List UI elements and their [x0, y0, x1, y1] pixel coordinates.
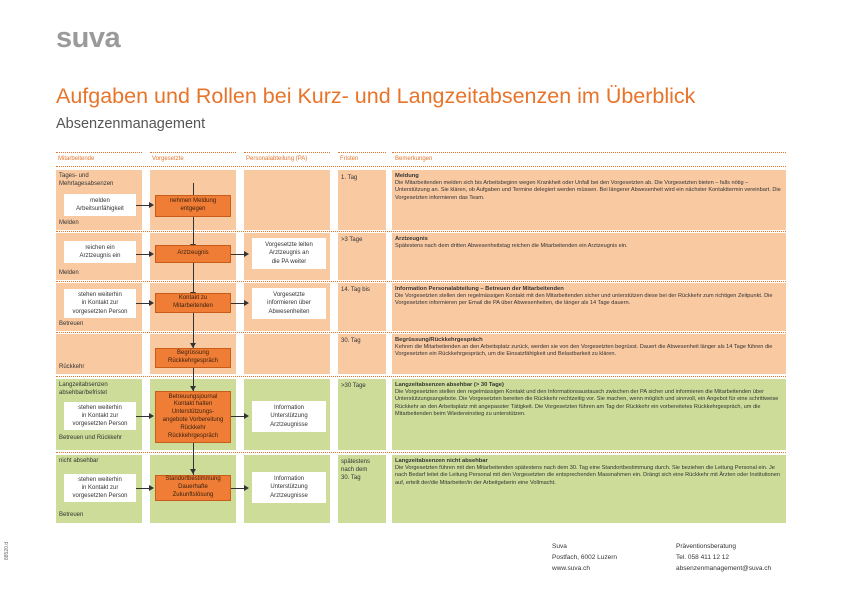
phase-label: Betreuen: [59, 512, 84, 518]
remark-title: Information Personalabteilung – Betreuen der Mitarbeitenden: [395, 286, 564, 292]
col-header-vorgesetzte: Vorgesetzte: [152, 156, 184, 162]
footer-email-link[interactable]: absenzenmanagement@suva.ch: [676, 565, 772, 572]
arrow-right-icon: [149, 202, 154, 208]
row-category-label: Tages- und Mehrtagesabsenzen: [59, 173, 114, 187]
remark-text: Kehren die Mitarbeitenden an den Arbeitsplatz zurück, werden sie von den Vorgesetzten begrüsst. Dauert die Abwesenheit länger als 14 Tage führen die Vorgesetzten ein Rückkehrgespräch, um die Einsatzfähigkeit und Belastbarkeit zu klären.: [395, 344, 773, 358]
employee-action-box: stehen weiterhin in Kontakt zur vorgesetzten Person: [64, 289, 136, 318]
remark-title: Langzeitabsenzen absehbar (> 30 Tage): [395, 382, 504, 388]
remark-text: Die Vorgesetzten stellen den regelmässigen Kontakt und den Informationsaustausch zwischen der PA sicher und informieren die Mitarbeitenden über Unterstützungsangebote. Die Vorgesetzten bereiten die Rückkehr rechtzeitig vor. Sie machen, wenn möglich und sinnvoll, ein Angebot für eine schrittweise Rückkehr an den Arbeitsplatz mit angepasster Tätigkeit. Die Vorgesetzten führen am Tag der Rückkehr ein vorbereitetes Rückkehrgespräch, um die Mitarbeitenden beim Wiedereinstieg zu unterstützen.: [395, 389, 779, 417]
remark-title: Begrüssung/Rückkehrgespräch: [395, 337, 483, 343]
deadline-text: >3 Tage: [341, 237, 363, 243]
arrow-right-icon: [149, 251, 154, 257]
pa-action-box: Vorgesetzte leiten Arztzeugnis an die PA weiter: [252, 238, 326, 269]
header-divider: [150, 152, 236, 153]
cell-pa: [244, 334, 330, 374]
footer-contact: [676, 541, 771, 574]
flow-arrow: [231, 303, 245, 304]
employee-action-box: melden Arbeitsunfähigkeit: [64, 194, 136, 216]
remark-title: Arztzeugnis: [395, 236, 428, 242]
remark-block: [395, 286, 783, 308]
flow-line: [193, 183, 194, 499]
arrow-right-icon: [149, 300, 154, 306]
row-separator: [56, 452, 786, 453]
arrow-down-icon: [190, 469, 196, 474]
manager-action-box: Kontakt zu Mitarbeitenden: [155, 293, 231, 313]
footer-postal: Postfach, 6002 Luzern: [552, 554, 618, 561]
document-code: 88520.d: [4, 541, 10, 560]
deadline-text: 14. Tag bis: [341, 287, 370, 293]
phase-label: Betreuen: [59, 321, 84, 327]
arrow-right-icon: [149, 413, 154, 419]
remark-title: Meldung: [395, 173, 419, 179]
page-subtitle: Absenzenmanagement: [56, 116, 206, 132]
flow-arrow: [231, 254, 245, 255]
col-header-personal: Personalabteilung (PA): [246, 156, 308, 162]
manager-action-box: nehmen Meldung entgegen: [155, 195, 231, 217]
remark-text: Die Vorgesetzten führen mit den Mitarbeitenden spätestens nach dem 30. Tag eine Standortbestimmung durch. Sie beziehen die Leitung Personal ein. Je nach Bedarf leitet die Leitung Personal mit den Vorgesetzten die entsprechenden Massnahmen ein. Drängt sich eine Rückkehr mit Ärzten oder Institutionen auf, erteilt der/die Mitarbeiter/in der Arbeitgeberin eine Vollmacht.: [395, 465, 780, 486]
flow-arrow: [231, 416, 245, 417]
flow-arrow: [136, 488, 150, 489]
remark-title: Langzeitabsenzen nicht absehbar: [395, 458, 488, 464]
header-divider: [244, 152, 330, 153]
flow-arrow: [136, 205, 150, 206]
deadline-text: spätestens nach dem 30. Tag: [341, 459, 371, 481]
remark-text: Die Mitarbeitenden melden sich bis Arbeitsbeginn wegen Krankheit oder Unfall bei den Vorgesetzten ab. Die Vorgesetzten bieten – falls nötig – Unterstützung an. Sie klären, ob Aufgaben und Termine delegiert werden müssen. Bei längerer Abwesenheit wird ein nächster Kontakttermin vereinbart. Die Vorgesetzten informieren das Team.: [395, 180, 781, 201]
manager-action-box: Betreuungsjournal Kontakt halten Unterstützungs- angebote Vorbereitung Rückkehr Rückkehrgespräch: [155, 391, 231, 443]
row-separator: [56, 332, 786, 333]
col-header-bemerkungen: Bemerkungen: [395, 156, 433, 162]
employee-action-box: reichen ein Arztzeugnis ein: [64, 241, 136, 263]
header-divider: [338, 152, 386, 153]
manager-action-box: Arztzeugnis: [155, 245, 231, 263]
row-category-label: nicht absehbar: [59, 458, 99, 464]
phase-label: Rückkehr: [59, 364, 85, 370]
header-divider: [392, 152, 786, 153]
manager-action-box: Begrüssung Rückkehrgespräch: [155, 348, 231, 368]
footer-web-link[interactable]: www.suva.ch: [552, 565, 590, 572]
arrow-right-icon: [244, 251, 249, 257]
footer-phone: Tel. 058 411 12 12: [676, 554, 730, 561]
row-separator: [56, 231, 786, 232]
remark-block: [395, 173, 783, 202]
deadline-text: >30 Tage: [341, 383, 366, 389]
cell-pa: [244, 170, 330, 230]
flow-arrow: [136, 303, 150, 304]
col-header-fristen: Fristen: [340, 156, 359, 162]
remark-block: [395, 458, 783, 487]
arrow-right-icon: [149, 485, 154, 491]
header-separator: [56, 166, 786, 167]
arrow-right-icon: [244, 485, 249, 491]
remark-block: [395, 337, 783, 359]
employee-action-box: stehen weiterhin in Kontakt zur vorgesetzten Person: [64, 402, 136, 430]
row-separator: [56, 376, 786, 377]
pa-action-box: Information Unterstützung Arztzeugnisse: [252, 472, 326, 503]
row-category-label: Langzeitabsenzen absehbar/befristet: [59, 382, 108, 396]
flow-arrow: [231, 488, 245, 489]
phase-label: Melden: [59, 220, 79, 226]
phase-label: Melden: [59, 270, 79, 276]
arrow-right-icon: [244, 300, 249, 306]
arrow-right-icon: [244, 413, 249, 419]
header-divider: [56, 152, 142, 153]
deadline-text: 1. Tag: [341, 175, 358, 181]
deadline-text: 30. Tag: [341, 338, 361, 344]
pa-action-box: Vorgesetzte informieren über Abwesenheiten: [252, 288, 326, 319]
employee-action-box: stehen weiterhin in Kontakt zur vorgesetzten Person: [64, 474, 136, 502]
remark-text: Die Vorgesetzten stellen den regelmässigen Kontakt mit den Mitarbeitenden sicher und unterstützen diese bei der Rückkehr zum richtigen Zeitpunkt. Die Vorgesetzten informieren per Email die PA über Abwesenheiten, die länger als 14 Tage dauern.: [395, 293, 773, 307]
pa-action-box: Information Unterstützung Arztzeugnisse: [252, 401, 326, 432]
suva-logo: suva: [56, 22, 121, 54]
remark-block: [395, 236, 783, 250]
footer-address: [552, 541, 617, 574]
row-separator: [56, 281, 786, 282]
manager-action-box: Standortbestimmung Dauerhafte Zukunftslösung: [155, 475, 231, 501]
footer-org: Suva: [552, 543, 567, 550]
col-header-mitarbeitende: Mitarbeitende: [58, 156, 95, 162]
remark-text: Spätestens nach dem dritten Abwesenheitstag reichen die Mitarbeitenden ein Arztzeugnis ein.: [395, 243, 628, 250]
remark-block: [395, 382, 783, 418]
flow-arrow: [136, 416, 150, 417]
phase-label: Betreuen und Rückkehr: [59, 435, 123, 441]
flow-arrow: [136, 254, 150, 255]
footer-dept: Präventionsberatung: [676, 543, 736, 550]
page-title: Aufgaben und Rollen bei Kurz- und Langzeitabsenzen im Überblick: [56, 84, 696, 108]
